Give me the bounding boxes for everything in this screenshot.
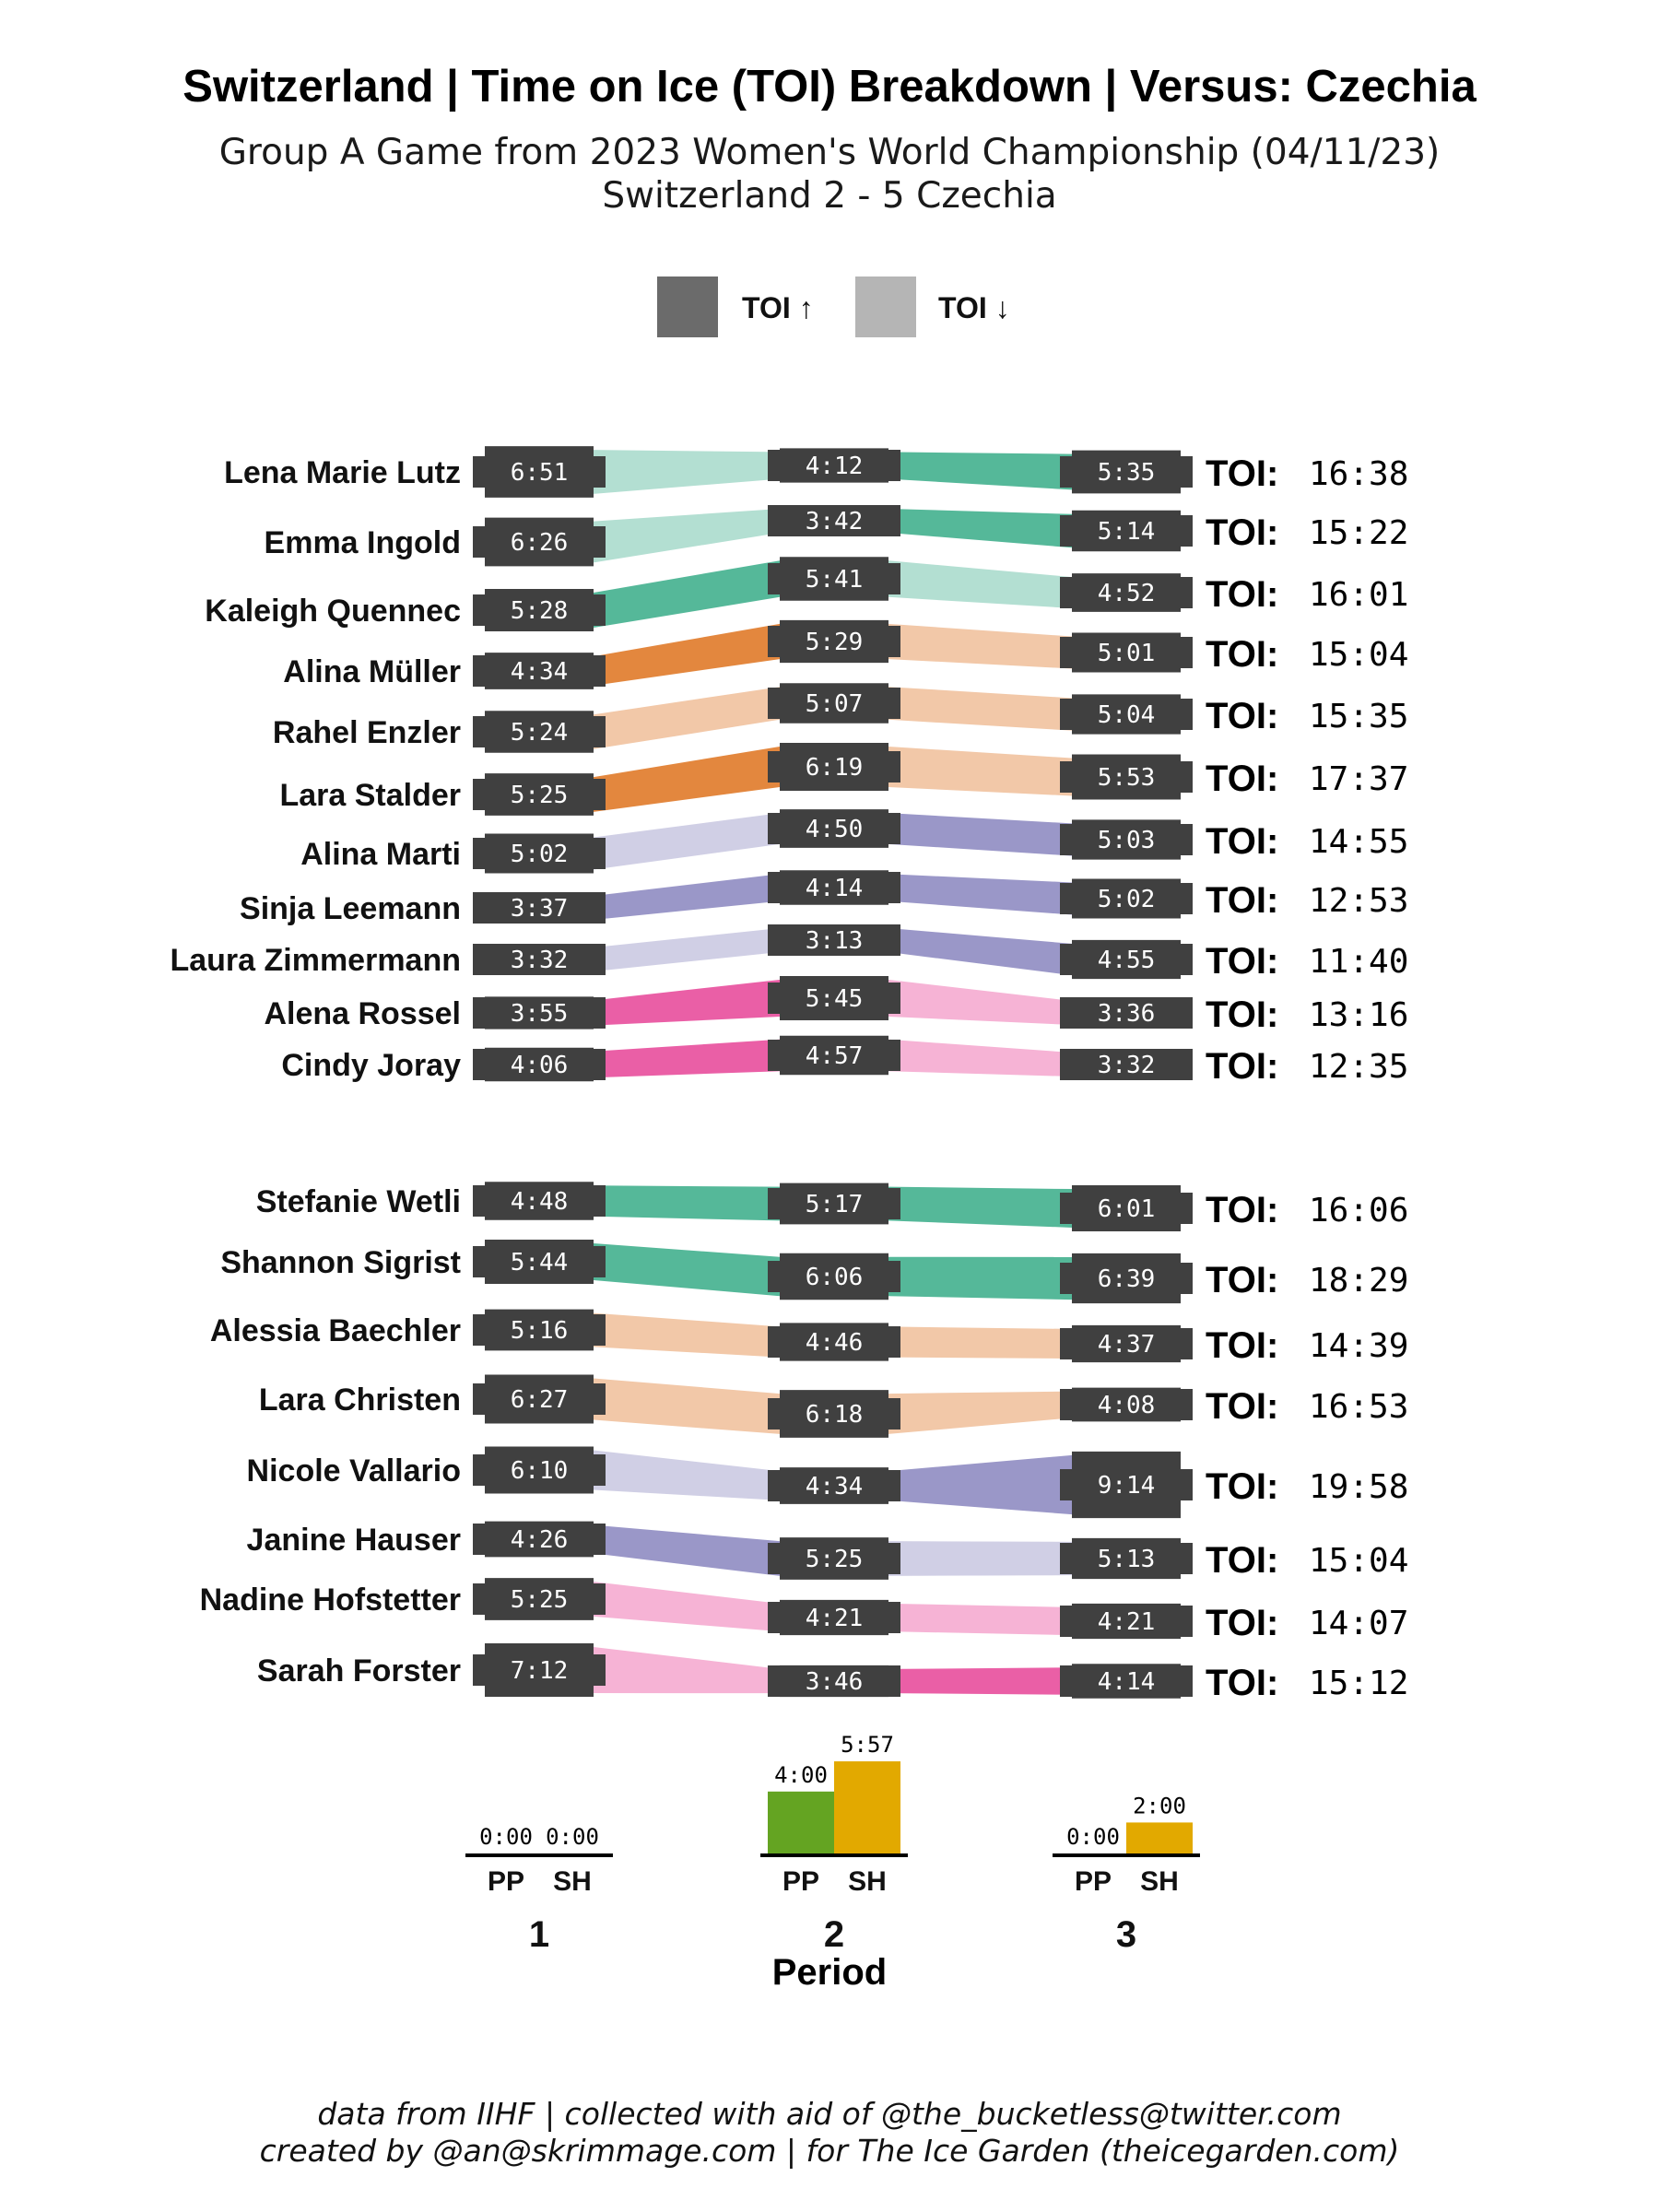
- strength-label-pp-p1: PP: [487, 1866, 525, 1897]
- total-toi-janine-hauser: 15:04: [1309, 1542, 1409, 1580]
- player-row-nadine-hofstetter: [200, 1578, 1409, 1643]
- toi-change-band-kaleigh-quennec-p1-p2: [594, 560, 780, 628]
- toi-change-band-sinja-leemann-p1-p2: [594, 874, 780, 920]
- total-toi-label: TOI:: [1206, 453, 1279, 494]
- toi-change-band-nicole-vallario-p2-p3: [888, 1455, 1072, 1514]
- total-toi-label: TOI:: [1206, 1466, 1279, 1507]
- total-toi-label: TOI:: [1206, 821, 1279, 862]
- toi-value-lara-christen-p2: 6:18: [805, 1401, 864, 1429]
- toi-value-lara-stalder-p2: 6:19: [805, 754, 864, 782]
- total-toi-alina-muller: 15:04: [1309, 636, 1409, 674]
- forwards-slope-group: [170, 446, 1408, 1087]
- strength-label-sh-p1: SH: [553, 1866, 592, 1897]
- player-row-janine-hauser: [247, 1522, 1409, 1581]
- defense-slope-group: [200, 1182, 1409, 1703]
- toi-value-janine-hauser-p3: 5:13: [1097, 1546, 1156, 1573]
- toi-value-lara-stalder-p3: 5:53: [1097, 764, 1156, 792]
- toi-change-band-alina-marti-p2-p3: [888, 813, 1072, 855]
- toi-change-band-lara-stalder-p2-p3: [888, 747, 1072, 795]
- total-toi-alena-rossel: 13:16: [1309, 996, 1409, 1034]
- bar-pp-p2: [768, 1792, 834, 1853]
- toi-value-sinja-leemann-p2: 4:14: [805, 875, 864, 902]
- toi-value-sarah-forster-p2: 3:46: [805, 1668, 864, 1696]
- footer-source: data from IIHF | collected with aid of @the_bucketless@twitter.com: [317, 2096, 1342, 2132]
- total-toi-label: TOI:: [1206, 1260, 1279, 1300]
- toi-value-laura-zimmermann-p3: 4:55: [1097, 947, 1156, 974]
- player-row-alena-rossel: [264, 976, 1408, 1035]
- toi-change-band-rahel-enzler-p2-p3: [888, 687, 1072, 730]
- player-row-kaleigh-quennec: [205, 557, 1408, 631]
- toi-change-band-lena-marie-lutz-p1-p2: [594, 450, 780, 494]
- period-1-bars: [465, 1824, 613, 1955]
- player-name-shannon-sigrist: Shannon Sigrist: [220, 1245, 461, 1280]
- toi-value-nicole-vallario-p1: 6:10: [510, 1457, 569, 1485]
- toi-change-band-shannon-sigrist-p1-p2: [594, 1243, 780, 1296]
- toi-value-alina-muller-p1: 4:34: [510, 658, 569, 686]
- total-toi-laura-zimmermann: 11:40: [1309, 943, 1409, 981]
- player-name-nicole-vallario: Nicole Vallario: [246, 1453, 461, 1488]
- player-row-shannon-sigrist: [220, 1240, 1408, 1303]
- player-row-nicole-vallario: [247, 1447, 1409, 1519]
- toi-change-band-rahel-enzler-p1-p2: [594, 687, 780, 749]
- toi-value-shannon-sigrist-p1: 5:44: [510, 1249, 569, 1277]
- total-toi-label: TOI:: [1206, 880, 1279, 921]
- toi-value-lara-christen-p1: 6:27: [510, 1386, 569, 1414]
- player-row-laura-zimmermann: [170, 924, 1408, 982]
- x-axis-title: Period: [771, 1952, 888, 1993]
- toi-value-emma-ingold-p1: 6:26: [510, 529, 569, 557]
- bar-value-sh-p3: 2:00: [1133, 1793, 1186, 1819]
- total-toi-label: TOI:: [1206, 512, 1279, 553]
- toi-value-lena-marie-lutz-p3: 5:35: [1097, 459, 1156, 487]
- total-toi-lara-stalder: 17:37: [1309, 760, 1409, 798]
- toi-value-cindy-joray-p1: 4:06: [510, 1052, 569, 1079]
- player-row-cindy-joray: [281, 1036, 1408, 1087]
- toi-value-cindy-joray-p3: 3:32: [1097, 1052, 1156, 1079]
- toi-change-band-emma-ingold-p1-p2: [594, 509, 780, 562]
- toi-change-band-alena-rossel-p2-p3: [888, 980, 1072, 1025]
- bar-value-pp-p1: 0:00: [479, 1824, 533, 1850]
- toi-change-band-stefanie-wetli-p1-p2: [594, 1185, 780, 1220]
- toi-change-band-cindy-joray-p2-p3: [888, 1040, 1072, 1077]
- player-row-lara-stalder: [279, 743, 1408, 816]
- toi-change-band-alina-muller-p2-p3: [888, 624, 1072, 669]
- total-toi-label: TOI:: [1206, 1190, 1279, 1230]
- total-toi-label: TOI:: [1206, 574, 1279, 615]
- player-row-lara-christen: [259, 1375, 1409, 1438]
- toi-change-band-alina-muller-p1-p2: [594, 624, 780, 686]
- total-toi-alina-marti: 14:55: [1309, 823, 1409, 861]
- bar-value-sh-p1: 0:00: [546, 1824, 599, 1850]
- toi-change-band-kaleigh-quennec-p2-p3: [888, 560, 1072, 608]
- footer-credit: created by @an@skrimmage.com | for The Ice Garden (theicegarden.com): [259, 2133, 1400, 2169]
- total-toi-label: TOI:: [1206, 1663, 1279, 1703]
- period-number-3: 3: [1115, 1914, 1137, 1955]
- toi-value-lena-marie-lutz-p1: 6:51: [510, 459, 569, 487]
- toi-value-alena-rossel-p3: 3:36: [1097, 1000, 1156, 1028]
- total-toi-label: TOI:: [1206, 1603, 1279, 1643]
- toi-value-nadine-hofstetter-p3: 4:21: [1097, 1608, 1156, 1636]
- total-toi-nicole-vallario: 19:58: [1309, 1468, 1409, 1506]
- toi-value-nicole-vallario-p2: 4:34: [805, 1473, 864, 1500]
- toi-value-alena-rossel-p1: 3:55: [510, 1000, 569, 1028]
- strength-label-pp-p2: PP: [782, 1866, 820, 1897]
- player-row-alina-muller: [283, 620, 1408, 689]
- toi-change-band-alessia-baechler-p1-p2: [594, 1313, 780, 1358]
- player-name-alina-muller: Alina Müller: [283, 654, 461, 689]
- player-row-rahel-enzler: [273, 683, 1408, 753]
- toi-change-band-lara-christen-p1-p2: [594, 1379, 780, 1434]
- toi-value-shannon-sigrist-p2: 6:06: [805, 1264, 864, 1291]
- bar-value-pp-p2: 4:00: [774, 1761, 828, 1788]
- toi-change-band-emma-ingold-p2-p3: [888, 509, 1072, 547]
- player-name-sinja-leemann: Sinja Leemann: [240, 891, 461, 926]
- legend-swatch-up: [657, 276, 718, 337]
- toi-change-band-lara-stalder-p1-p2: [594, 747, 780, 812]
- toi-value-nicole-vallario-p3: 9:14: [1097, 1472, 1156, 1500]
- total-toi-stefanie-wetli: 16:06: [1309, 1192, 1409, 1230]
- player-name-lara-stalder: Lara Stalder: [279, 778, 461, 813]
- total-toi-sinja-leemann: 12:53: [1309, 882, 1409, 920]
- legend: [657, 276, 1010, 337]
- toi-change-band-alena-rossel-p1-p2: [594, 980, 780, 1026]
- total-toi-sarah-forster: 15:12: [1309, 1665, 1409, 1702]
- toi-change-band-nicole-vallario-p1-p2: [594, 1451, 780, 1500]
- toi-value-kaleigh-quennec-p1: 5:28: [510, 597, 569, 625]
- player-name-lara-christen: Lara Christen: [258, 1382, 461, 1418]
- period-3-bars: [1053, 1793, 1200, 1955]
- toi-change-band-lena-marie-lutz-p2-p3: [888, 452, 1072, 489]
- player-row-sarah-forster: [257, 1643, 1408, 1703]
- toi-change-band-laura-zimmermann-p1-p2: [594, 928, 780, 971]
- toi-value-alena-rossel-p2: 5:45: [805, 985, 864, 1013]
- strength-label-sh-p2: SH: [848, 1866, 887, 1897]
- toi-value-emma-ingold-p2: 3:42: [805, 508, 864, 535]
- toi-value-stefanie-wetli-p2: 5:17: [805, 1191, 864, 1218]
- toi-value-rahel-enzler-p2: 5:07: [805, 690, 864, 718]
- toi-value-rahel-enzler-p1: 5:24: [510, 719, 569, 747]
- toi-change-band-lara-christen-p2-p3: [888, 1392, 1072, 1434]
- toi-value-shannon-sigrist-p3: 6:39: [1097, 1265, 1156, 1293]
- total-toi-label: TOI:: [1206, 1046, 1279, 1087]
- total-toi-emma-ingold: 15:22: [1309, 514, 1409, 552]
- legend-label-down: TOI ↓: [938, 291, 1010, 324]
- player-name-alina-marti: Alina Marti: [300, 837, 461, 872]
- toi-value-kaleigh-quennec-p2: 5:41: [805, 566, 864, 594]
- toi-value-sinja-leemann-p1: 3:37: [510, 895, 569, 923]
- total-toi-label: TOI:: [1206, 759, 1279, 799]
- strength-label-pp-p3: PP: [1074, 1866, 1112, 1897]
- total-toi-label: TOI:: [1206, 994, 1279, 1035]
- toi-value-lena-marie-lutz-p2: 4:12: [805, 453, 864, 480]
- player-name-alena-rossel: Alena Rossel: [264, 996, 461, 1031]
- toi-change-band-janine-hauser-p2-p3: [888, 1541, 1072, 1576]
- total-toi-kaleigh-quennec: 16:01: [1309, 576, 1409, 614]
- strength-label-sh-p3: SH: [1140, 1866, 1179, 1897]
- toi-value-rahel-enzler-p3: 5:04: [1097, 701, 1156, 729]
- legend-label-up: TOI ↑: [742, 291, 814, 324]
- toi-value-sinja-leemann-p3: 5:02: [1097, 886, 1156, 913]
- legend-swatch-down: [855, 276, 916, 337]
- toi-value-alina-marti-p3: 5:03: [1097, 827, 1156, 854]
- player-row-stefanie-wetli: [256, 1182, 1409, 1231]
- total-toi-nadine-hofstetter: 14:07: [1309, 1605, 1409, 1642]
- total-toi-label: TOI:: [1206, 941, 1279, 982]
- toi-value-lara-christen-p3: 4:08: [1097, 1392, 1156, 1419]
- toi-change-band-stefanie-wetli-p2-p3: [888, 1187, 1072, 1228]
- toi-value-emma-ingold-p3: 5:14: [1097, 518, 1156, 546]
- toi-value-kaleigh-quennec-p3: 4:52: [1097, 580, 1156, 607]
- period-number-2: 2: [823, 1914, 845, 1955]
- toi-change-band-janine-hauser-p1-p2: [594, 1525, 780, 1576]
- player-row-alina-marti: [300, 809, 1408, 873]
- player-name-alessia-baechler: Alessia Baechler: [209, 1313, 461, 1348]
- toi-value-lara-stalder-p1: 5:25: [510, 782, 569, 809]
- toi-value-alina-muller-p2: 5:29: [805, 629, 864, 656]
- player-name-lena-marie-lutz: Lena Marie Lutz: [224, 455, 461, 490]
- toi-value-cindy-joray-p2: 4:57: [805, 1042, 864, 1070]
- toi-value-alessia-baechler-p2: 4:46: [805, 1329, 864, 1357]
- total-toi-rahel-enzler: 15:35: [1309, 698, 1409, 735]
- player-name-laura-zimmermann: Laura Zimmermann: [170, 943, 461, 978]
- toi-change-band-nadine-hofstetter-p2-p3: [888, 1604, 1072, 1635]
- player-row-sinja-leemann: [240, 870, 1408, 926]
- toi-value-alessia-baechler-p1: 5:16: [510, 1317, 569, 1345]
- period-number-1: 1: [528, 1914, 550, 1955]
- toi-value-alessia-baechler-p3: 4:37: [1097, 1331, 1156, 1359]
- special-teams-bar-chart: [465, 1732, 1200, 1955]
- game-score: Switzerland 2 - 5 Czechia: [602, 175, 1057, 217]
- total-toi-cindy-joray: 12:35: [1309, 1048, 1409, 1086]
- toi-value-laura-zimmermann-p2: 3:13: [805, 927, 864, 955]
- period-2-bars: [760, 1732, 908, 1955]
- bar-value-sh-p2: 5:57: [841, 1732, 894, 1759]
- total-toi-label: TOI:: [1206, 1325, 1279, 1366]
- player-name-stefanie-wetli: Stefanie Wetli: [255, 1184, 461, 1219]
- player-name-rahel-enzler: Rahel Enzler: [272, 715, 461, 750]
- total-toi-lena-marie-lutz: 16:38: [1309, 455, 1409, 493]
- total-toi-label: TOI:: [1206, 634, 1279, 675]
- toi-value-sarah-forster-p3: 4:14: [1097, 1668, 1156, 1696]
- player-name-nadine-hofstetter: Nadine Hofstetter: [199, 1583, 461, 1618]
- total-toi-lara-christen: 16:53: [1309, 1388, 1409, 1426]
- toi-change-band-laura-zimmermann-p2-p3: [888, 928, 1072, 975]
- player-name-sarah-forster: Sarah Forster: [256, 1653, 461, 1688]
- player-row-lena-marie-lutz: [224, 446, 1408, 498]
- toi-value-alina-marti-p1: 5:02: [510, 841, 569, 868]
- chart-subtitle: Group A Game from 2023 Women's World Championship (04/11/23): [218, 132, 1441, 173]
- chart-title: Switzerland | Time on Ice (TOI) Breakdown | Versus: Czechia: [182, 62, 1477, 112]
- toi-change-band-shannon-sigrist-p2-p3: [888, 1257, 1072, 1300]
- toi-change-band-nadine-hofstetter-p1-p2: [594, 1582, 780, 1631]
- toi-value-sarah-forster-p1: 7:12: [510, 1657, 569, 1685]
- toi-value-stefanie-wetli-p1: 4:48: [510, 1188, 569, 1216]
- toi-change-band-sarah-forster-p1-p2: [594, 1647, 780, 1693]
- toi-change-band-sinja-leemann-p2-p3: [888, 874, 1072, 914]
- player-name-kaleigh-quennec: Kaleigh Quennec: [205, 594, 461, 629]
- toi-change-band-cindy-joray-p1-p2: [594, 1040, 780, 1077]
- toi-change-band-alessia-baechler-p2-p3: [888, 1326, 1072, 1359]
- total-toi-label: TOI:: [1206, 696, 1279, 736]
- total-toi-label: TOI:: [1206, 1386, 1279, 1427]
- toi-value-alina-muller-p3: 5:01: [1097, 640, 1156, 667]
- total-toi-label: TOI:: [1206, 1540, 1279, 1581]
- player-name-emma-ingold: Emma Ingold: [264, 525, 461, 560]
- toi-value-laura-zimmermann-p1: 3:32: [510, 947, 569, 974]
- bar-value-pp-p3: 0:00: [1066, 1824, 1120, 1850]
- toi-value-stefanie-wetli-p3: 6:01: [1097, 1195, 1156, 1223]
- total-toi-alessia-baechler: 14:39: [1309, 1327, 1409, 1365]
- player-name-janine-hauser: Janine Hauser: [246, 1523, 461, 1558]
- bar-sh-p2: [834, 1761, 900, 1853]
- toi-change-band-alina-marti-p1-p2: [594, 813, 780, 869]
- toi-value-janine-hauser-p2: 5:25: [805, 1546, 864, 1573]
- toi-value-nadine-hofstetter-p1: 5:25: [510, 1586, 569, 1614]
- toi-value-janine-hauser-p1: 4:26: [510, 1526, 569, 1554]
- toi-value-nadine-hofstetter-p2: 4:21: [805, 1605, 864, 1632]
- toi-value-alina-marti-p2: 4:50: [805, 816, 864, 843]
- player-name-cindy-joray: Cindy Joray: [281, 1048, 461, 1083]
- toi-change-band-sarah-forster-p2-p3: [888, 1667, 1072, 1694]
- total-toi-shannon-sigrist: 18:29: [1309, 1262, 1409, 1300]
- bar-sh-p3: [1126, 1822, 1193, 1853]
- player-row-alessia-baechler: [210, 1310, 1409, 1366]
